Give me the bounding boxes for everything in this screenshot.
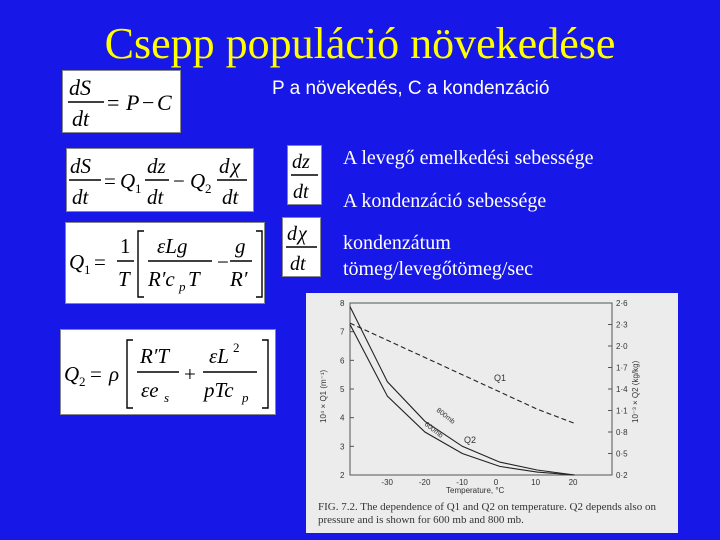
- svg-text:p: p: [179, 279, 186, 294]
- left-tick-label: 3: [340, 442, 345, 452]
- svg-text:P: P: [126, 90, 140, 115]
- equation-q2: [60, 329, 276, 415]
- text-updraft-speed: A levegő emelkedési sebessége: [343, 147, 594, 169]
- svg-text:dt: dt: [293, 181, 309, 203]
- svg-text:2: 2: [79, 374, 86, 389]
- text-condensate-line1: kondenzátum: [343, 232, 451, 254]
- x-tick-label: -20: [418, 478, 431, 487]
- svg-text:dt: dt: [222, 185, 239, 209]
- right-tick-label: 1·7: [616, 363, 628, 373]
- svg-text:R′c: R′c: [148, 267, 175, 291]
- svg-text:Q: Q: [69, 250, 85, 274]
- svg-text:R′T: R′T: [140, 344, 170, 368]
- svg-text:1: 1: [135, 181, 142, 196]
- svg-text:s: s: [164, 390, 170, 405]
- left-tick-label: 2: [340, 471, 345, 480]
- figure-caption: FIG. 7.2. The dependence of Q1 and Q2 on temperature. Q2 depends also on pressure and is shown for 600 mb and 800 mb.: [318, 501, 656, 526]
- x-tick-label: 0: [493, 478, 499, 487]
- svg-text:dt: dt: [72, 185, 89, 209]
- svg-text:2: 2: [205, 181, 212, 196]
- right-tick-label: 0·5: [616, 449, 628, 459]
- x-tick-label: 20: [568, 478, 578, 487]
- slide-title: Csepp populáció növekedése: [104, 19, 616, 68]
- x-tick-label: -30: [381, 478, 393, 487]
- left-tick-label: 7: [340, 327, 345, 337]
- svg-text:Q: Q: [190, 169, 206, 193]
- equation-dz-dt: [287, 145, 322, 205]
- svg-text:εLg: εLg: [157, 234, 188, 258]
- svg-text:g: g: [235, 234, 246, 258]
- svg-text:−: −: [217, 250, 229, 274]
- label-q1: Q1: [494, 373, 507, 383]
- equation-q1: [65, 222, 265, 304]
- label-q2: Q2: [464, 435, 477, 445]
- right-tick-label: 2·3: [616, 320, 628, 330]
- equation-dchi-dt: [282, 217, 321, 277]
- svg-text:+: +: [184, 362, 196, 386]
- svg-text:1: 1: [84, 262, 91, 277]
- svg-text:2: 2: [233, 340, 240, 355]
- svg-text:T: T: [188, 267, 200, 291]
- svg-text:pTc: pTc: [204, 378, 234, 402]
- y-axis-label-left: 10⁴ × Q1 (m⁻¹): [319, 369, 328, 423]
- q1-q2-figure: [306, 293, 678, 533]
- right-tick-label: 0·2: [616, 471, 628, 480]
- svg-text:R′: R′: [230, 267, 248, 291]
- text-p-c-definition: P a növekedés, C a kondenzáció: [272, 78, 550, 99]
- right-tick-label: 0·8: [616, 428, 628, 437]
- equation-ds-dt: [62, 70, 181, 133]
- svg-text:=: =: [94, 250, 106, 274]
- svg-text:Q: Q: [64, 362, 80, 386]
- text-condensate-line2: tömeg/levegőtömeg/sec: [343, 258, 533, 280]
- svg-text:ρ: ρ: [109, 362, 120, 386]
- svg-text:dt: dt: [147, 185, 164, 209]
- y-axis-label-right: 10⁻³ × Q2 (kg/kg): [631, 360, 640, 423]
- svg-text:d: d: [219, 154, 230, 178]
- svg-text:χ: χ: [231, 154, 241, 178]
- svg-text:dz: dz: [292, 151, 310, 173]
- svg-text:dt: dt: [290, 253, 306, 275]
- right-tick-label: 2·6: [616, 299, 628, 308]
- left-tick-label: 6: [340, 356, 345, 366]
- svg-text:=: =: [104, 169, 116, 193]
- svg-text:T: T: [118, 267, 130, 291]
- left-tick-label: 8: [340, 299, 345, 308]
- svg-text:=: =: [90, 362, 102, 386]
- svg-text:dS: dS: [70, 154, 91, 178]
- svg-text:dz: dz: [147, 154, 166, 178]
- right-tick-label: 1·1: [616, 406, 628, 416]
- svg-text:dt: dt: [72, 106, 90, 131]
- left-tick-label: 5: [340, 385, 345, 394]
- q1-q2-chart: [306, 293, 678, 499]
- left-tick-label: 4: [340, 413, 345, 423]
- svg-text:εe: εe: [141, 378, 159, 402]
- right-tick-label: 1·4: [616, 385, 628, 394]
- svg-text:−: −: [173, 169, 185, 193]
- svg-text:C: C: [157, 90, 172, 115]
- x-axis-label: Temperature, °C: [446, 486, 505, 495]
- svg-text:p: p: [242, 390, 249, 405]
- svg-text:1: 1: [120, 234, 131, 258]
- series-line-800mb: [350, 307, 575, 475]
- svg-text:εL: εL: [209, 344, 229, 368]
- series-line-600mb: [350, 325, 575, 476]
- label-600mb: 600mb: [422, 421, 444, 440]
- label-800mb: 800mb: [434, 407, 456, 426]
- text-condensation-rate: A kondenzáció sebessége: [343, 190, 547, 212]
- equation-ds-dt-q1-q2: [66, 148, 254, 212]
- x-tick-label: 10: [531, 478, 541, 487]
- x-tick-label: -10: [456, 478, 468, 487]
- svg-text:=: =: [107, 90, 120, 115]
- svg-text:−: −: [142, 90, 155, 115]
- svg-text:d: d: [287, 223, 297, 245]
- svg-text:Q: Q: [120, 169, 136, 193]
- svg-text:dS: dS: [69, 75, 91, 100]
- svg-text:χ: χ: [298, 223, 307, 245]
- right-tick-label: 2·0: [616, 342, 628, 351]
